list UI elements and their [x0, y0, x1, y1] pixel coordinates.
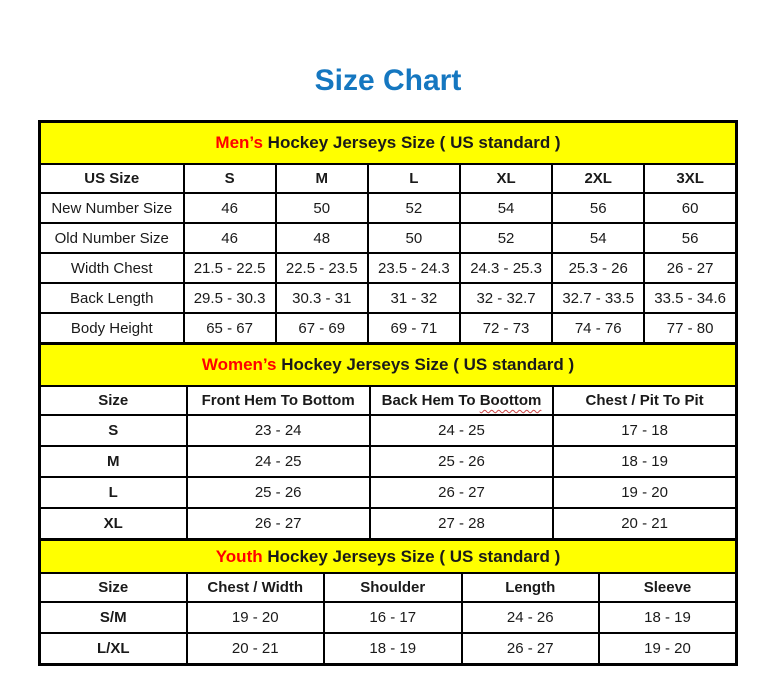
cell: 50: [276, 193, 368, 223]
cell: 18 - 19: [324, 633, 462, 665]
misspelled-word: Boottom: [479, 392, 542, 409]
row-label: S/M: [40, 602, 187, 633]
cell: 54: [460, 193, 552, 223]
cell: 30.3 - 31: [276, 283, 368, 313]
cell: 24 - 25: [187, 446, 370, 477]
cell: 26 - 27: [370, 477, 553, 508]
cell: 16 - 17: [324, 602, 462, 633]
cell: 18 - 19: [553, 446, 736, 477]
cell: 23 - 24: [187, 415, 370, 446]
cell: 23.5 - 24.3: [368, 253, 460, 283]
cell: 26 - 27: [462, 633, 600, 665]
column-header: Front Hem To Bottom: [187, 386, 370, 415]
column-header: 3XL: [644, 164, 736, 193]
womens-section-title: [40, 344, 737, 387]
youth-label-rest: Hockey Jerseys Size ( US standard ): [262, 546, 561, 566]
column-header: XL: [460, 164, 552, 193]
column-header: M: [276, 164, 368, 193]
cell: 24.3 - 25.3: [460, 253, 552, 283]
cell: 26 - 27: [187, 508, 370, 540]
column-header: Size: [40, 573, 187, 602]
womens-size-table: [38, 342, 738, 541]
cell: 18 - 19: [599, 602, 737, 633]
youth-size-table: [38, 538, 738, 666]
youth-section-title: [40, 540, 737, 574]
cell: 19 - 20: [187, 602, 325, 633]
column-header: Chest / Pit To Pit: [553, 386, 736, 415]
cell: 52: [460, 223, 552, 253]
womens-label-red: Women’s: [201, 355, 277, 374]
mens-header-row: [40, 164, 737, 193]
cell: 21.5 - 22.5: [184, 253, 276, 283]
cell: 26 - 27: [644, 253, 736, 283]
cell: 27 - 28: [370, 508, 553, 540]
table-row: [40, 223, 737, 253]
cell: 24 - 26: [462, 602, 600, 633]
column-header: [370, 386, 553, 415]
cell: 19 - 20: [599, 633, 737, 665]
cell: 52: [368, 193, 460, 223]
cell: 25.3 - 26: [552, 253, 644, 283]
table-row: [40, 602, 737, 633]
row-label: Old Number Size: [40, 223, 184, 253]
cell: 20 - 21: [553, 508, 736, 540]
cell: 74 - 76: [552, 313, 644, 344]
cell: 31 - 32: [368, 283, 460, 313]
row-label: Width Chest: [40, 253, 184, 283]
table-row: [40, 633, 737, 665]
table-row: [40, 477, 737, 508]
cell: 22.5 - 23.5: [276, 253, 368, 283]
mens-section-band: [40, 122, 737, 165]
womens-label-rest: Hockey Jerseys Size ( US standard ): [276, 355, 575, 374]
cell: 32.7 - 33.5: [552, 283, 644, 313]
womens-header-row: [40, 386, 737, 415]
cell: 32 - 32.7: [460, 283, 552, 313]
cell: 77 - 80: [644, 313, 736, 344]
row-label: Back Length: [40, 283, 184, 313]
column-header: US Size: [40, 164, 184, 193]
table-row: [40, 283, 737, 313]
cell: 24 - 25: [370, 415, 553, 446]
table-row: [40, 313, 737, 344]
cell: 17 - 18: [553, 415, 736, 446]
cell: 33.5 - 34.6: [644, 283, 736, 313]
row-label: S: [40, 415, 187, 446]
cell: 20 - 21: [187, 633, 325, 665]
column-header: Shoulder: [324, 573, 462, 602]
row-label: L: [40, 477, 187, 508]
mens-label-rest: Hockey Jerseys Size ( US standard ): [262, 133, 561, 152]
cell: 46: [184, 223, 276, 253]
cell: 69 - 71: [368, 313, 460, 344]
youth-section-band: [40, 540, 737, 574]
table-row: [40, 253, 737, 283]
cell: 60: [644, 193, 736, 223]
cell: 72 - 73: [460, 313, 552, 344]
cell: 56: [644, 223, 736, 253]
column-header: S: [184, 164, 276, 193]
youth-label-red: Youth: [215, 546, 263, 566]
cell: 46: [184, 193, 276, 223]
column-header: Length: [462, 573, 600, 602]
row-label: New Number Size: [40, 193, 184, 223]
column-header: Size: [40, 386, 187, 415]
cell: 65 - 67: [184, 313, 276, 344]
cell: 19 - 20: [553, 477, 736, 508]
column-header: L: [368, 164, 460, 193]
table-row: [40, 193, 737, 223]
cell: 56: [552, 193, 644, 223]
size-chart-tables: [38, 120, 738, 666]
column-header-text: Back Hem To: [381, 392, 476, 409]
youth-header-row: [40, 573, 737, 602]
table-row: [40, 508, 737, 540]
column-header: 2XL: [552, 164, 644, 193]
cell: 25 - 26: [370, 446, 553, 477]
row-label: L/XL: [40, 633, 187, 665]
cell: 29.5 - 30.3: [184, 283, 276, 313]
table-row: [40, 446, 737, 477]
row-label: Body Height: [40, 313, 184, 344]
column-header: Chest / Width: [187, 573, 325, 602]
cell: 48: [276, 223, 368, 253]
row-label: XL: [40, 508, 187, 540]
page-title: Size Chart: [314, 64, 462, 97]
cell: 25 - 26: [187, 477, 370, 508]
cell: 54: [552, 223, 644, 253]
cell: 50: [368, 223, 460, 253]
mens-section-title: [40, 122, 737, 165]
row-label: M: [40, 446, 187, 477]
cell: 67 - 69: [276, 313, 368, 344]
mens-label-red: Men’s: [215, 133, 263, 152]
table-row: [40, 415, 737, 446]
column-header: Sleeve: [599, 573, 737, 602]
mens-size-table: [38, 120, 738, 345]
womens-section-band: [40, 344, 737, 387]
